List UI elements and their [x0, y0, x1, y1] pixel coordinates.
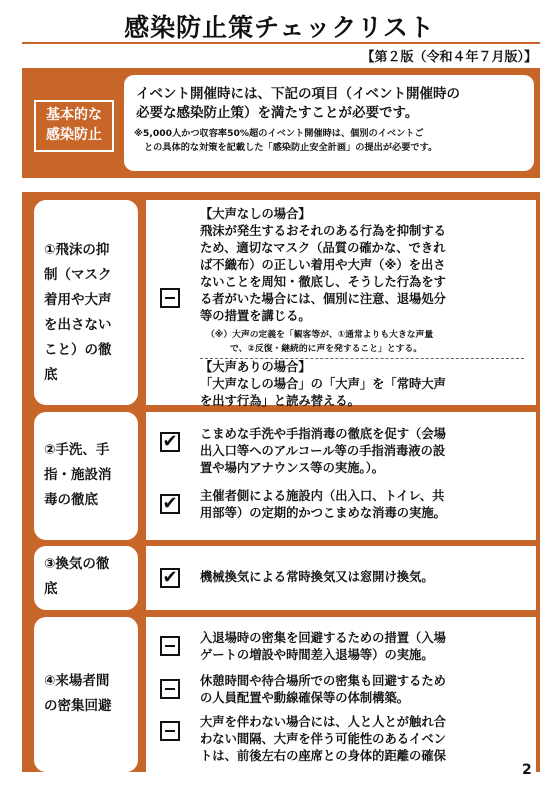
- checkmark-icon: ✔: [162, 493, 178, 514]
- intro-note-line: ※5,000人かつ収容率50%超のイベント開催時は、個別のイベントご: [134, 128, 424, 139]
- section-ventilation-content: [146, 546, 536, 610]
- category-line: ③換気の徹: [44, 556, 110, 572]
- dash-icon: [165, 645, 175, 647]
- title-underline: [22, 42, 540, 44]
- item-line: 等の措置を講じる。: [200, 309, 311, 323]
- item-line: 大声を伴わない場合には、人と人とが触れ合: [200, 715, 446, 729]
- item-line: 出入口等へのアルコール等の手指消毒液の設: [200, 444, 446, 458]
- checkbox-unchecked[interactable]: [160, 288, 180, 308]
- item-line: わない間隔、大声を伴う可能性のあるイベン: [200, 732, 446, 746]
- category-hand-disinfection: [34, 412, 138, 540]
- loud-voice-definition-note: [206, 328, 524, 356]
- item-line: ため、適切なマスク（品質の確かな、できれ: [200, 241, 446, 255]
- section-crowd-content: [146, 617, 536, 772]
- category-line: 制（マスク: [44, 267, 112, 283]
- category-crowd-avoidance: [34, 617, 138, 772]
- quiet-case-heading: 【大声なしの場合】: [200, 207, 311, 221]
- category-line: 着用や大声: [44, 292, 112, 308]
- checkmark-icon: ✔: [162, 567, 178, 588]
- checkmark-icon: ✔: [162, 431, 178, 452]
- checklist-item-text: [200, 206, 524, 410]
- category-line: 指・施設消: [44, 467, 112, 483]
- item-line: ば不織布）の正しい着用や大声（※）を出さ: [200, 258, 446, 272]
- category-ventilation: [34, 546, 138, 610]
- dash-icon: [165, 297, 175, 299]
- item-line: 置や場内アナウンス等の実施。）。: [200, 461, 385, 475]
- checkbox-checked[interactable]: [160, 432, 180, 452]
- intro-note-line: との具体的な対策を記載した「感染防止安全計画」の提出が必要です。: [144, 142, 438, 153]
- intro-category-label: [34, 100, 114, 152]
- item-line: 主催者側による施設内（出入口、トイレ、共: [200, 489, 445, 503]
- checkbox-unchecked[interactable]: [160, 721, 180, 741]
- note-line: （※）大声の定義を「観客等が、①通常よりも大きな声量: [206, 330, 434, 340]
- category-line: ②手洗、手: [44, 442, 110, 458]
- page-title: 感染防止策チェックリスト: [124, 13, 435, 42]
- category-line: ①飛沫の抑: [44, 242, 110, 258]
- checklist-item-text: [200, 426, 524, 477]
- category-line: を出さない: [44, 317, 112, 333]
- item-line: トは、前後左右の座席との身体的距離の確保: [200, 749, 446, 763]
- category-line: 毒の徹底: [44, 492, 98, 508]
- checklist-item-text: [200, 673, 524, 707]
- intro-text-line: 必要な感染防止策）を満たすことが必要です。: [136, 105, 419, 121]
- checklist-item-text: [200, 569, 524, 586]
- item-line: の人員配置や動線確保等の体制構築。: [200, 691, 410, 705]
- item-line: 飛沫が発生するおそれのある行為を抑制する: [200, 224, 446, 238]
- item-line: ないことを周知・徹底し、そうした行為をす: [200, 275, 446, 289]
- item-line: 入退場時の密集を回避するための措置（入場: [200, 631, 446, 645]
- checkbox-unchecked[interactable]: [160, 636, 180, 656]
- checkbox-checked[interactable]: [160, 568, 180, 588]
- item-line: る者がいた場合には、個別に注意、退場処分: [200, 292, 446, 306]
- loud-case-heading: 【大声ありの場合】: [200, 360, 311, 374]
- category-line: 底: [44, 367, 58, 383]
- category-droplet-suppression: [34, 200, 138, 405]
- dash-icon: [165, 688, 175, 690]
- section-hand-content: [146, 412, 536, 540]
- dash-icon: [165, 730, 175, 732]
- checklist-item-text: [200, 630, 524, 664]
- edition-label: 【第２版（令和４年７月版）】: [361, 50, 537, 65]
- category-line: ④来場者間: [44, 673, 110, 689]
- intro-text-box: [124, 75, 534, 171]
- item-line: こまめな手洗や手指消毒の徹底を促す（会場: [200, 427, 446, 441]
- intro-text-line: イベント開催時には、下記の項目（イベント開催時の: [136, 86, 460, 102]
- category-line: 底: [44, 581, 58, 597]
- checkbox-checked[interactable]: [160, 494, 180, 514]
- checklist-item-text: [200, 714, 524, 765]
- intro-note: [134, 127, 524, 155]
- item-line: ゲートの増設や時間差入退場等）の実施。: [200, 648, 434, 662]
- item-line: 「大声なしの場合」の「大声」を「常時大声: [200, 377, 446, 391]
- intro-label-line: 基本的な: [46, 107, 102, 123]
- item-line: 用部等）の定期的かつこまめな消毒の実施。: [200, 506, 446, 520]
- item-line: を出す行為」と読み替える。: [200, 394, 360, 408]
- page-number: 2: [522, 762, 532, 778]
- category-line: こと）の徹: [44, 342, 112, 358]
- checklist-item-text: [200, 488, 524, 522]
- intro-text: [136, 85, 524, 123]
- intro-label-line: 感染防止: [46, 127, 102, 143]
- note-line: で、②反復・継続的に声を発すること」とする。: [230, 344, 423, 354]
- checkbox-unchecked[interactable]: [160, 679, 180, 699]
- section-droplet-content: [146, 200, 536, 408]
- category-line: の密集回避: [44, 698, 112, 714]
- item-line: 休憩時間や待合場所での密集も回避するため: [200, 674, 446, 688]
- item-line: 機械換気による常時換気又は窓開け換気。: [200, 570, 434, 584]
